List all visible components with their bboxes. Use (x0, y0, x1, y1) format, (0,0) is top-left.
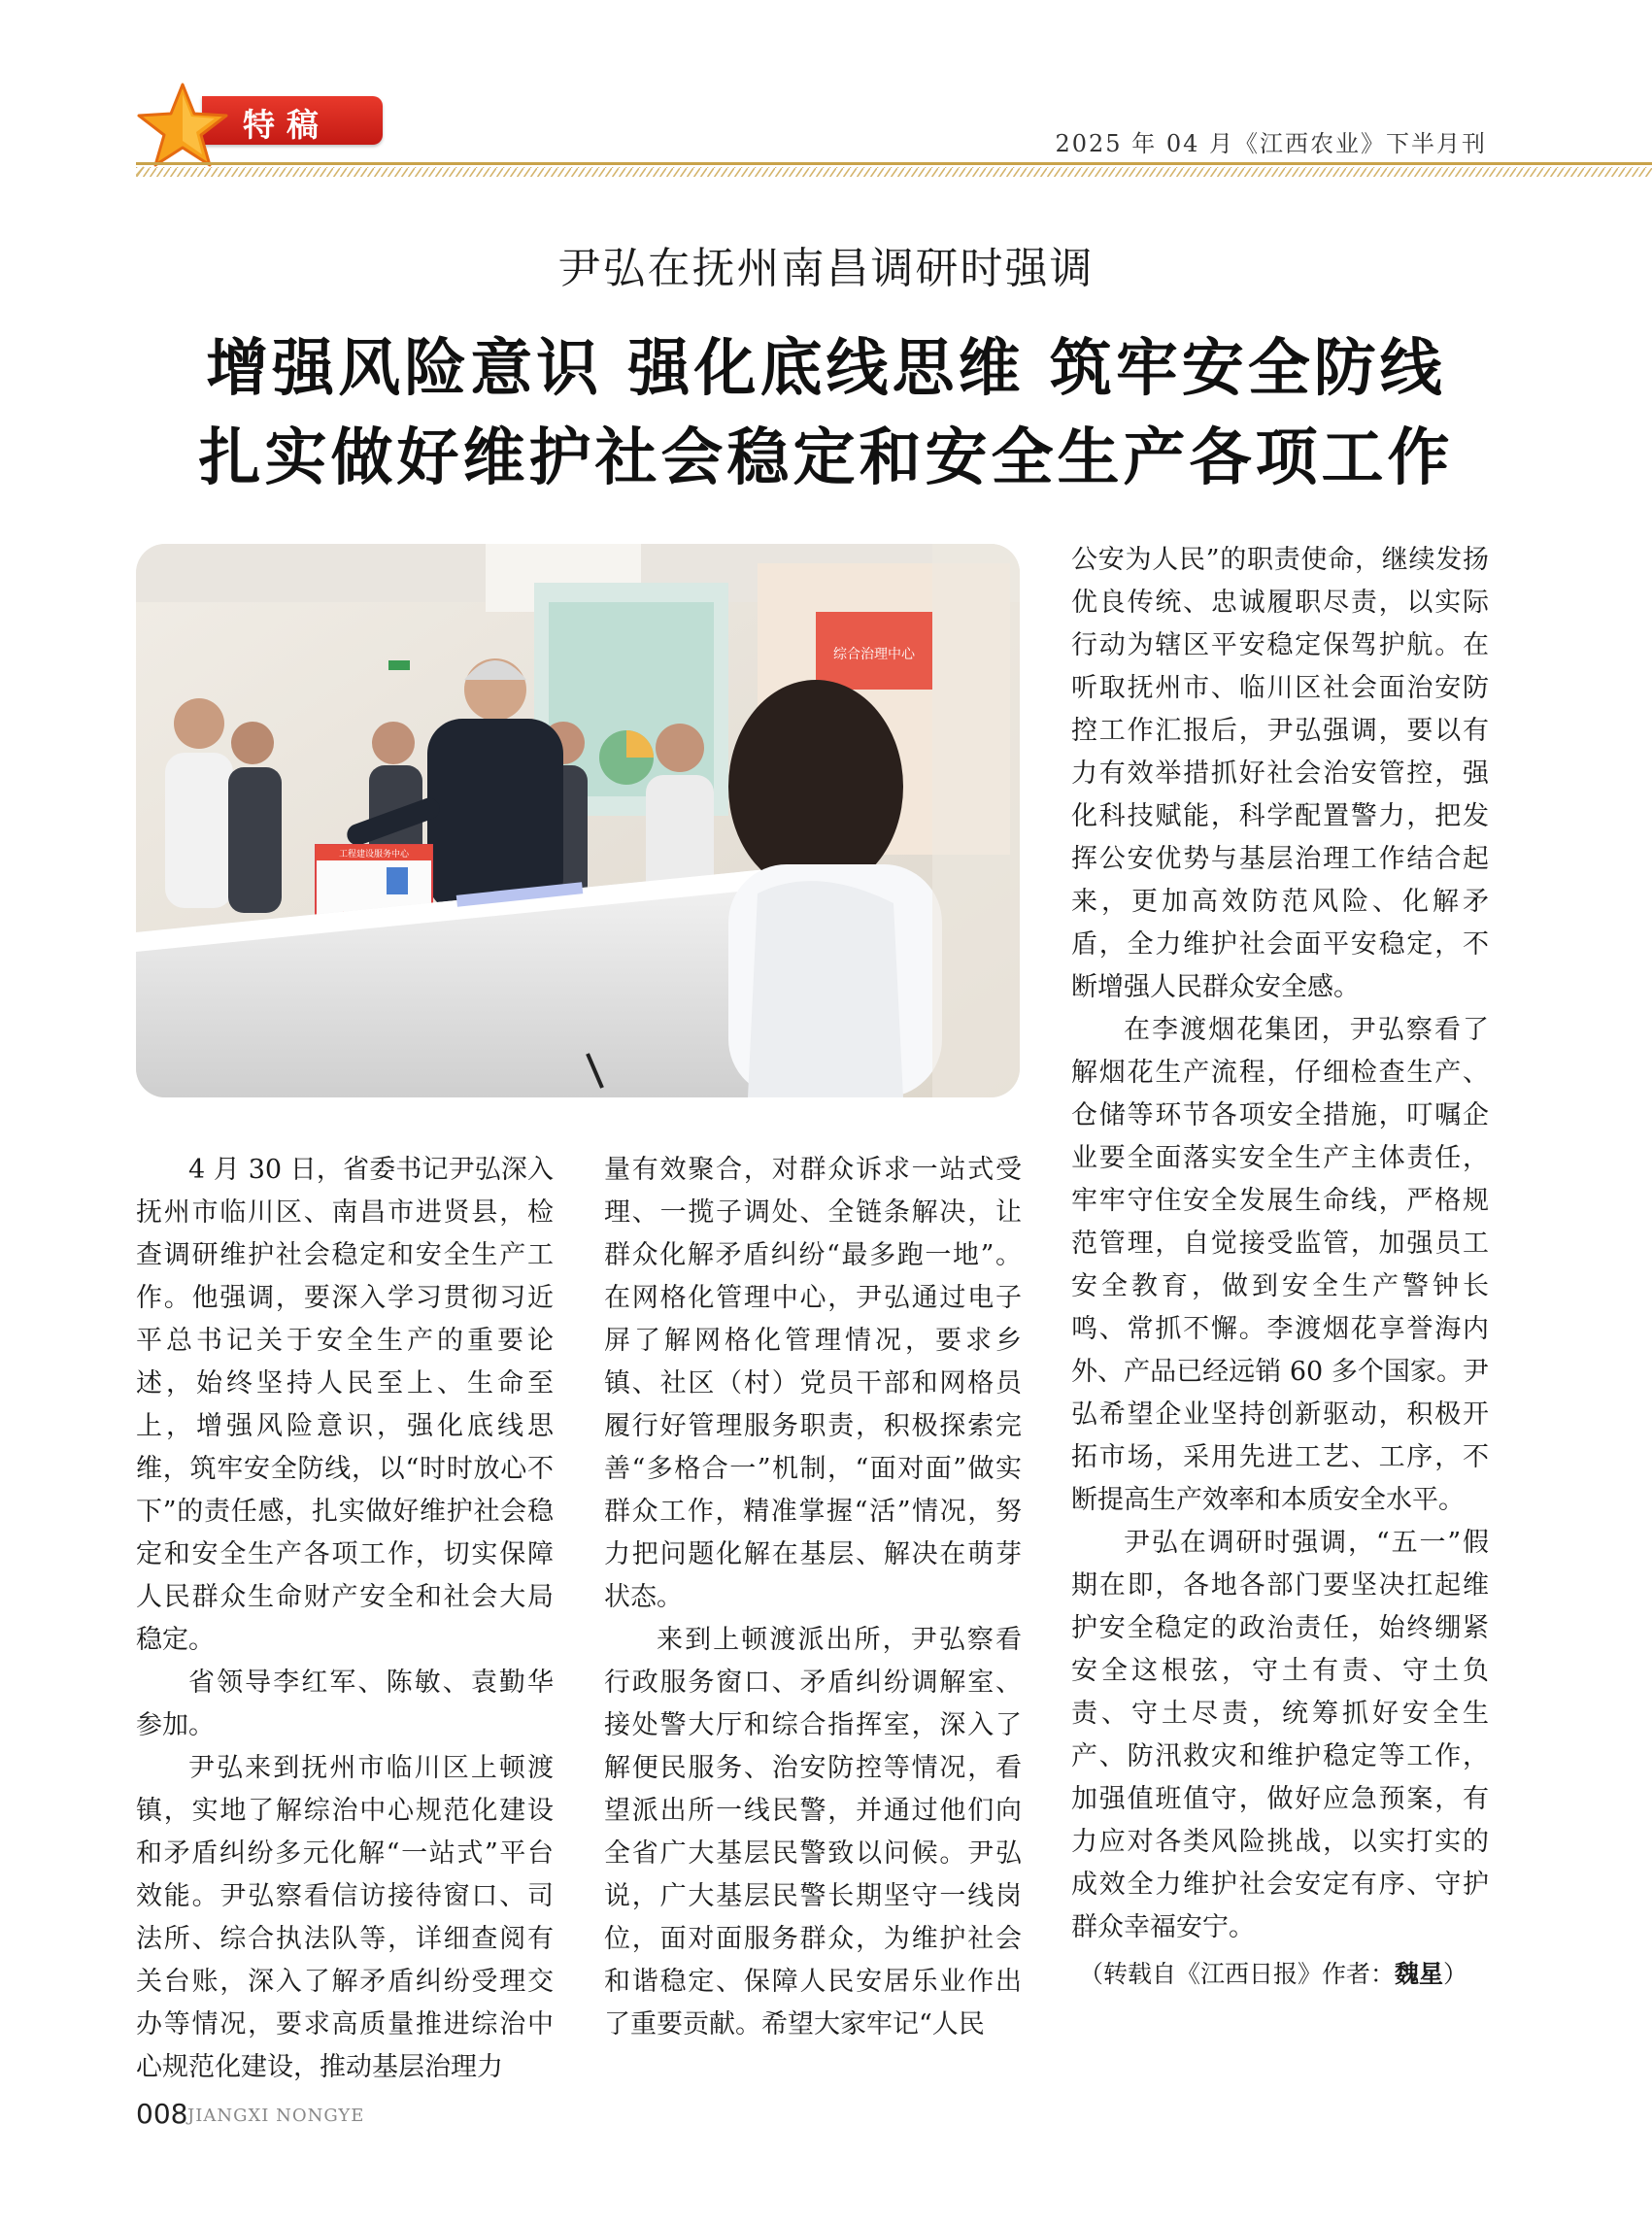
article-subtitle: 尹弘在抚州南昌调研时强调 (557, 244, 1095, 293)
article-column-1 (136, 1149, 554, 2089)
paragraph: 省领导李红军、陈敏、袁勤华参加。 (136, 1668, 554, 1740)
credit-prefix: （转载自《江西日报》作者： (1079, 1960, 1396, 1988)
paragraph: 4 月 30 日，省委书记尹弘深入抚州市临川区、南昌市进贤县，检查调研维护社会稳定和安全生产工作。他强调，要深入学习贯彻习近平总书记关于安全生产的重要论述，始终坚持人民至上、生命至上，增强风险意识，强化底线思维，筑牢安全防线，以“时时放心不下”的责任感，扎实做好维护社会稳定和安全生产各项工作，切实保障人民群众生命财产安全和社会大局稳定。 (136, 1155, 554, 1655)
paragraph: 尹弘在调研时强调，“五一”假期在即，各地各部门要坚决扛起维护安全稳定的政治责任，始终绷紧安全这根弦，守土有责、守土负责、守土尽责，统筹抓好安全生产、防汛救灾和维护稳定等工作，加强值班值守，做好应急预案，有力应对各类风险挑战，以实打实的成效全力维护社会安定有序、守护群众幸福安宁。 (1071, 1528, 1489, 1942)
section-badge-label: 特稿 (243, 106, 330, 144)
credit-suffix: ） (1443, 1960, 1468, 1988)
magazine-name: JIANGXI NONGYE (187, 2106, 365, 2126)
paragraph: 量有效聚合，对群众诉求一站式受理、一揽子调处、全链条解决，让群众化解矛盾纠纷“最多跑一地”。在网格化管理中心，尹弘通过电子屏了解网格化管理情况，要求乡镇、社区（村）党员干部和网格员履行好管理服务职责，积极探索完善“多格合一”机制，“面对面”做实群众工作，精准掌握“活”情况，努力把问题化解在基层、解决在萌芽状态。 (604, 1155, 1022, 1612)
board-text: 综合治理中心 (833, 647, 915, 662)
sign-title: 工程建设服务中心 (338, 850, 410, 860)
article-headline-line-1: 增强风险意识 强化底线思维 筑牢安全防线 (206, 333, 1446, 405)
credit-author: 魏星 (1395, 1960, 1444, 1988)
page-number: 008 (136, 2098, 188, 2130)
star-icon (134, 81, 231, 168)
paragraph: 在李渡烟花集团，尹弘察看了解烟花生产流程，仔细检查生产、仓储等环节各项安全措施，叮嘱企业要全面落实安全生产主体责任，牢牢守住安全发展生命线，严格规范管理，自觉接受监管，加强员工安全教育，做到安全生产警钟长鸣、常抓不懈。李渡烟花享誉海内外、产品已经远销 60 多个国家。尹弘希望企业坚持创新驱动，积极开拓市场，采用先进工艺、工序，不断提高生产效率和本质安全水平。 (1071, 1015, 1489, 1515)
article-credit (1071, 1953, 1489, 1996)
issue-line: 2025 年 04 月《江西农业》下半月刊 (1055, 130, 1487, 157)
paragraph: 公安为人民”的职责使命，继续发扬优良传统、忠诚履职尽责，以实际行动为辖区平安稳定保驾护航。在听取抚州市、临川区社会面治安防控工作汇报后，尹弘强调，要以有力有效举措抓好社会治安管控，强化科技赋能，科学配置警力，把发挥公安优势与基层治理工作结合起来，更加高效防范风险、化解矛盾，全力维护社会面平安稳定，不断增强人民群众安全感。 (1071, 545, 1489, 1002)
header-rule (136, 158, 1652, 178)
article-headline-line-2: 扎实做好维护社会稳定和安全生产各项工作 (198, 422, 1454, 494)
paragraph: 来到上顿渡派出所，尹弘察看行政服务窗口、矛盾纠纷调解室、接处警大厅和综合指挥室，深入了解便民服务、治安防控等情况，看望派出所一线民警，并通过他们向全省广大基层民警致以问候。尹弘说，广大基层民警长期坚守一线岗位，面对面服务群众，为维护社会和谐稳定、保障人民安居乐业作出了重要贡献。希望大家牢记“人民 (604, 1625, 1022, 2040)
article-photo (136, 544, 1020, 1097)
article-column-2 (604, 1149, 1022, 2046)
paragraph: 尹弘来到抚州市临川区上顿渡镇，实地了解综治中心规范化建设和矛盾纠纷多元化解“一站式”平台效能。尹弘察看信访接待窗口、司法所、综合执法队等，详细查阅有关台账，深入了解矛盾纠纷受理交办等情况，要求高质量推进综治中心规范化建设，推动基层治理力 (136, 1753, 554, 2082)
article-column-3 (1071, 539, 1489, 1996)
section-badge (134, 81, 383, 152)
